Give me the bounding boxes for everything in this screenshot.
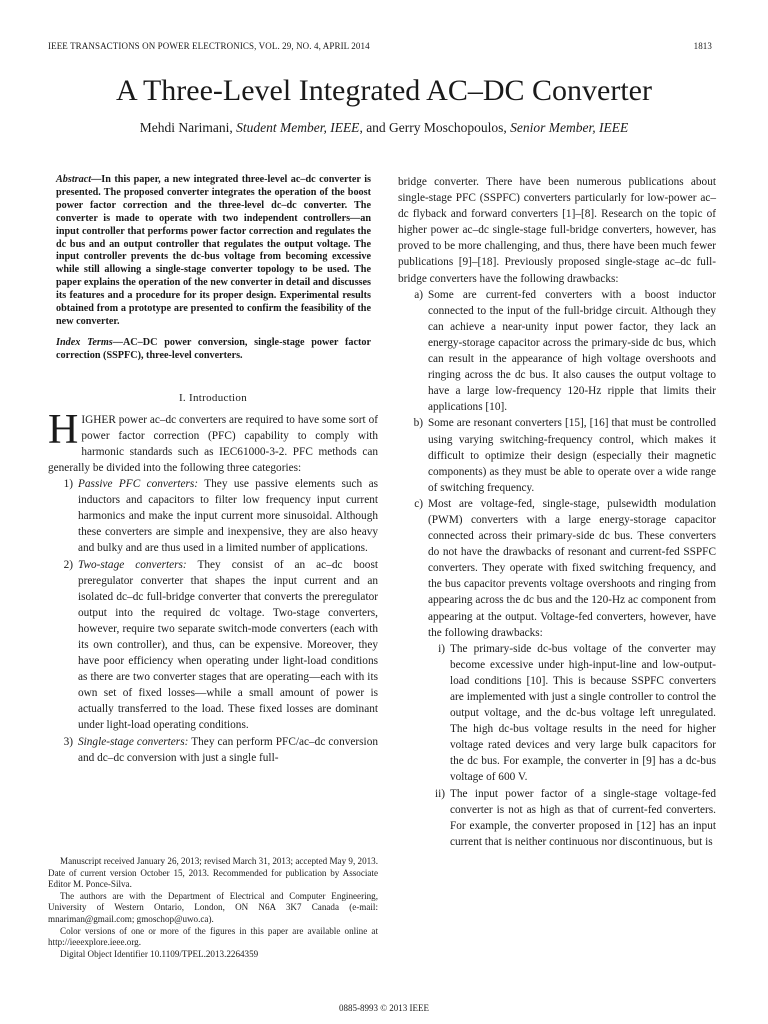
first-page-footnote (48, 856, 378, 960)
list-marker: c) (414, 497, 423, 510)
item-label: Passive PFC converters: (78, 478, 199, 491)
abstract-lead: Abstract (56, 174, 92, 185)
page-number: 1813 (693, 41, 712, 51)
paper-title: A Three-Level Integrated AC–DC Converter (116, 74, 652, 107)
list-text: Some are resonant converters [15], [16] that must be controlled using varying switching-frequency control, which makes it difficult to optimize their design (especially their magnetic components) as they must be able to operate over a wide range of switching frequency. (428, 417, 716, 494)
list-marker: b) (413, 417, 423, 430)
index-terms-lead: Index Terms (56, 336, 113, 348)
footnote-affiliation: The authors are with the Department of Electrical and Computer Engineering, University of Western Ontario, London, ON N6A 3K7 Canada (e-mail: mnariman@gmail.com; gmoschop@uwo.ca). (48, 890, 378, 924)
sub-list-item (398, 641, 716, 786)
list-item (398, 496, 716, 641)
list-item (48, 476, 378, 556)
index-terms (56, 337, 371, 363)
journal-info: IEEE TRANSACTIONS ON POWER ELECTRONICS, VOL. 29, NO. 4, APRIL 2014 (48, 41, 370, 51)
right-column (398, 174, 716, 850)
list-text: Some are current-fed converters with a boost inductor connected to the input of the full-bridge circuit. Although they can achieve a near-unity input power factor, they lack an energy-storage capacitor across the primary-side dc bus, which can result in the appearance of high voltage overshoots and ringing across the dc bus. It also causes the output voltage to have a large low-frequency 120-Hz ripple that limits their applications [10]. (428, 288, 716, 414)
list-marker: 1) (63, 478, 73, 491)
left-column (48, 174, 378, 766)
right-paragraph: bridge converter. There have been numerous publications about single-stage PFC (SSPFC) converters particularly for low-power ac–dc flyback and forward converters [1]–[8]. Research on the topic of higher power ac–dc single-stage full-bridge converters, however, has proved to be more challenging, and thus, there have been much fewer publications [9]–[18]. Previously proposed single-stage ac–dc full-bridge converters have the following drawbacks: (398, 176, 716, 285)
list-marker: ii) (434, 787, 445, 800)
index-terms-text: —AC–DC power conversion, single-stage power factor correction (SSPFC), three-level converters. (56, 336, 371, 361)
author-1: Mehdi Narimani, (139, 120, 237, 135)
drop-cap: H (48, 406, 79, 453)
list-item (48, 557, 378, 734)
running-header (48, 41, 712, 51)
list-marker: 3) (63, 735, 73, 748)
intro-paragraph (48, 406, 378, 476)
author-2-role: Senior Member, IEEE (510, 120, 629, 135)
list-item (398, 415, 716, 495)
sub-list-item (398, 786, 716, 850)
list-item (48, 734, 378, 766)
list-text (78, 557, 378, 734)
list-text: Most are voltage-fed, single-stage, pulsewidth modulation (PWM) converters with a large energy-storage capacitor connected across their primary-side dc bus. These converters do not have the drawbacks of resonant and current-fed SSPFC converters. They operate with fixed switching frequency, and the bus capacitor prevents voltage overshoots and ringing from appearing across the dc bus and the 120-Hz ac component from appearing at the output. Voltage-fed converters, however, have the following drawbacks: (428, 497, 716, 639)
footnote-doi: Digital Object Identifier 10.1109/TPEL.2013.2264359 (60, 948, 259, 959)
drawback-list (398, 287, 716, 850)
item-text: They can perform PFC/ac–dc conversion and dc–dc conversion with just a single full- (78, 735, 378, 764)
item-text: They consist of an ac–dc boost preregulator converter that shapes the input current and an isolated dc–dc full-bridge converter that converts the preregulator output into the required dc voltage. Two-stage converters, however, require two separate switch-mode converters (each with its own controller), and thus, can be expensive. Moreover, they have poor efficiency when operating under light-load conditions as there are two converter stages that are operating—each with its own set of fixed losses—while a small amount of power is actually transferred to the load. These fixed losses are dominant under light-load operating conditions. (78, 558, 378, 732)
item-label: Single-stage converters: (78, 735, 189, 748)
list-text (78, 476, 378, 556)
intro-text: IGHER power ac–dc converters are required to have some sort of power factor correction (PFC) capability to comply with harmonic standards such as IEC61000-3-2. PFC methods can generally be divided into the following three categories: (48, 413, 378, 474)
abstract (56, 174, 371, 329)
abstract-text: —In this paper, a new integrated three-level ac–dc converter is presented. The proposed converter integrates the operation of the boost power factor correction and the three-level dc–dc converter. The converter is made to operate with two independent controllers—an input controller that performs power factor correction and regulates the dc bus and an output controller that regulates the output voltage. The input controller prevents the dc-bus voltage from becoming excessive while still allowing a single-stage converter topology to be used. The paper explains the operation of the new converter in detail and discusses its features and a procedure for its proper design. Experimental results obtained from a prototype are presented to confirm the feasibility of the new converter. (56, 174, 371, 327)
footnote-received: Manuscript received January 26, 2013; revised March 31, 2013; accepted May 9, 2013. Date of current version October 15, 2013. Recommended for publication by Associate Editor M. Ponce-Silva. (48, 856, 378, 890)
item-text: They use passive elements such as inductors and capacitors to filter low frequency input current harmonics and make the input current more sinusoidal. Although these converters are simple and inexpensive, they are also heavy and bulky and are thus used in a limited number of applications. (78, 478, 379, 555)
author-line (0, 120, 768, 136)
author-1-role: Student Member, IEEE (236, 120, 360, 135)
list-marker: i) (438, 642, 445, 655)
section-heading: I. Introduction (178, 391, 248, 404)
list-text: The input power factor of a single-stage voltage-fed converter is not as high as that of current-fed converters. For example, the converter proposed in [12] has an input current that is neither continuous nor discontinuous, but is (450, 787, 716, 848)
copyright-footer: 0885-8993 © 2013 IEEE (338, 1003, 430, 1013)
footnote-color: Color versions of one or more of the figures in this paper are available online at http://ieeexplore.ieee.org. (48, 925, 378, 948)
list-text: The primary-side dc-bus voltage of the converter may become excessive under high-input-line and low-output-load conditions [10]. This is because SSPFC converters are implemented with just a single controller to control the output voltage, and the dc-bus voltage left unregulated. The high dc-bus voltage results in the need for higher voltage rated devices and very large bulk capacitors for the dc bus. For example, the converter in [9] has a dc-bus voltage of 600 V. (450, 642, 716, 784)
list-text (78, 734, 378, 766)
list-item (398, 287, 716, 416)
item-label: Two-stage converters: (78, 558, 187, 571)
list-marker: 2) (63, 558, 73, 571)
category-list (48, 476, 378, 766)
author-separator: , and Gerry Moschopoulos, (359, 120, 511, 135)
list-marker: a) (414, 288, 423, 301)
